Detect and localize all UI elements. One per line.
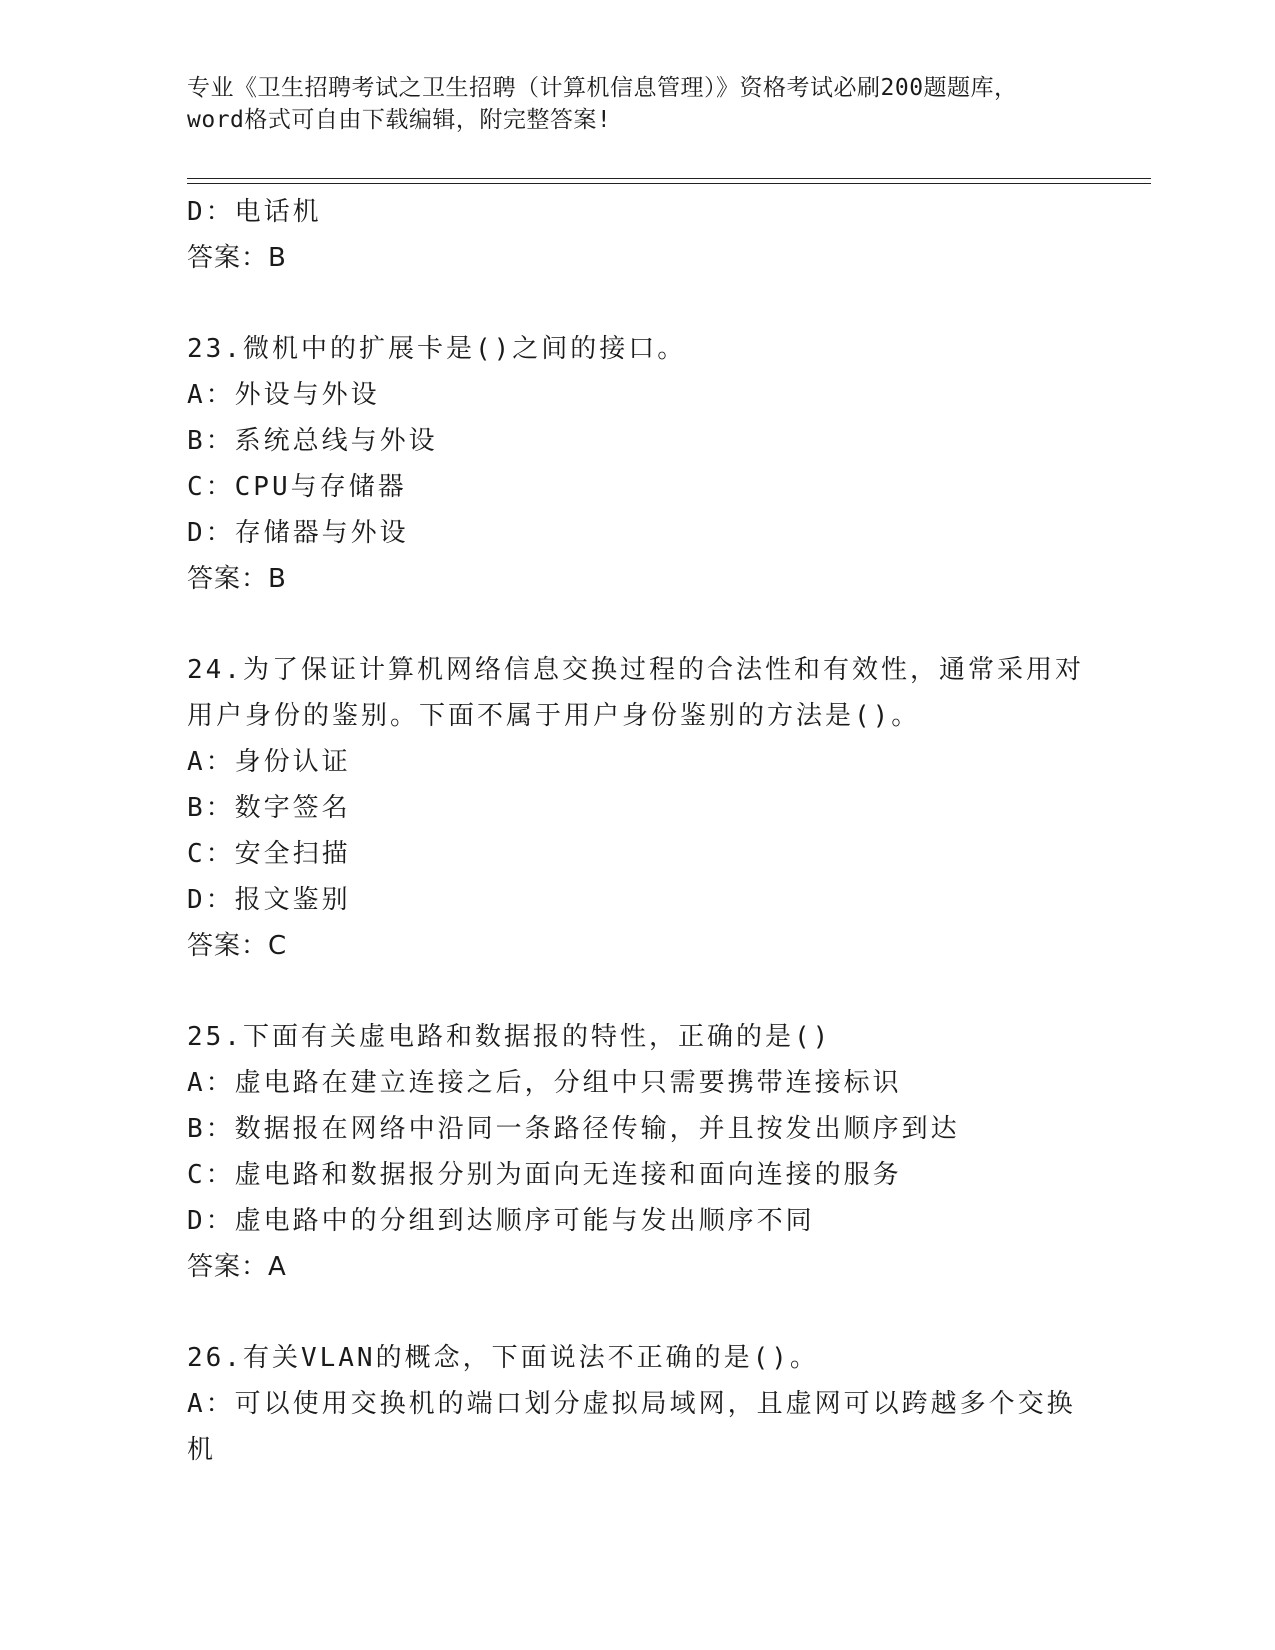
option-a: A：虚电路在建立连接之后，分组中只需要携带连接标识 — [187, 1068, 902, 1098]
question-block-24 — [187, 647, 1087, 969]
option-a: A：外设与外设 — [187, 380, 380, 410]
option-a-line-1: A：可以使用交换机的端口划分虚拟局域网，且虚网可以跨越多个交换 — [187, 1389, 1076, 1419]
question-block-23 — [187, 326, 1087, 602]
question-block-25 — [187, 1014, 1087, 1290]
option-c: C：虚电路和数据报分别为面向无连接和面向连接的服务 — [187, 1160, 902, 1190]
document-header — [187, 72, 1087, 136]
option-a: A：身份认证 — [187, 747, 351, 777]
answer-line: 答案：A — [187, 1252, 287, 1282]
answer-line: 答案：C — [187, 931, 288, 961]
option-a-line-2: 机 — [187, 1435, 217, 1465]
spacer — [187, 602, 1087, 647]
option-c: C：安全扫描 — [187, 839, 351, 869]
question-block-26 — [187, 1335, 1087, 1473]
option-d: D：存储器与外设 — [187, 518, 409, 548]
question-text-line-2: 用户身份的鉴别。下面不属于用户身份鉴别的方法是()。 — [187, 701, 921, 731]
option-b: B：数据报在网络中沿同一条路径传输，并且按发出顺序到达 — [187, 1114, 960, 1144]
spacer — [187, 281, 1087, 326]
answer-line: 答案：B — [187, 564, 287, 594]
spacer — [187, 1290, 1087, 1335]
answer-line: 答案：B — [187, 243, 287, 273]
header-title-line-1: 专业《卫生招聘考试之卫生招聘（计算机信息管理）》资格考试必刷200题题库， — [187, 75, 1018, 101]
question-text: 23.微机中的扩展卡是()之间的接口。 — [187, 334, 687, 364]
question-block-22 — [187, 189, 1087, 281]
option-c: C：CPU与存储器 — [187, 472, 407, 502]
option-d: D：报文鉴别 — [187, 885, 351, 915]
question-text-line-1: 24.为了保证计算机网络信息交换过程的合法性和有效性，通常采用对 — [187, 655, 1084, 685]
spacer — [187, 969, 1087, 1014]
option-d: D：虚电路中的分组到达顺序可能与发出顺序不同 — [187, 1206, 815, 1236]
question-list — [187, 189, 1087, 1473]
header-title-line-2: word格式可自由下载编辑，附完整答案! — [187, 107, 612, 133]
header-divider-bottom — [187, 183, 1151, 184]
option-d: D：电话机 — [187, 197, 322, 227]
option-b: B：数字签名 — [187, 793, 351, 823]
question-text: 26.有关VLAN的概念，下面说法不正确的是()。 — [187, 1343, 819, 1373]
option-b: B：系统总线与外设 — [187, 426, 438, 456]
header-divider-top — [187, 178, 1151, 179]
question-text: 25.下面有关虚电路和数据报的特性，正确的是() — [187, 1022, 832, 1052]
